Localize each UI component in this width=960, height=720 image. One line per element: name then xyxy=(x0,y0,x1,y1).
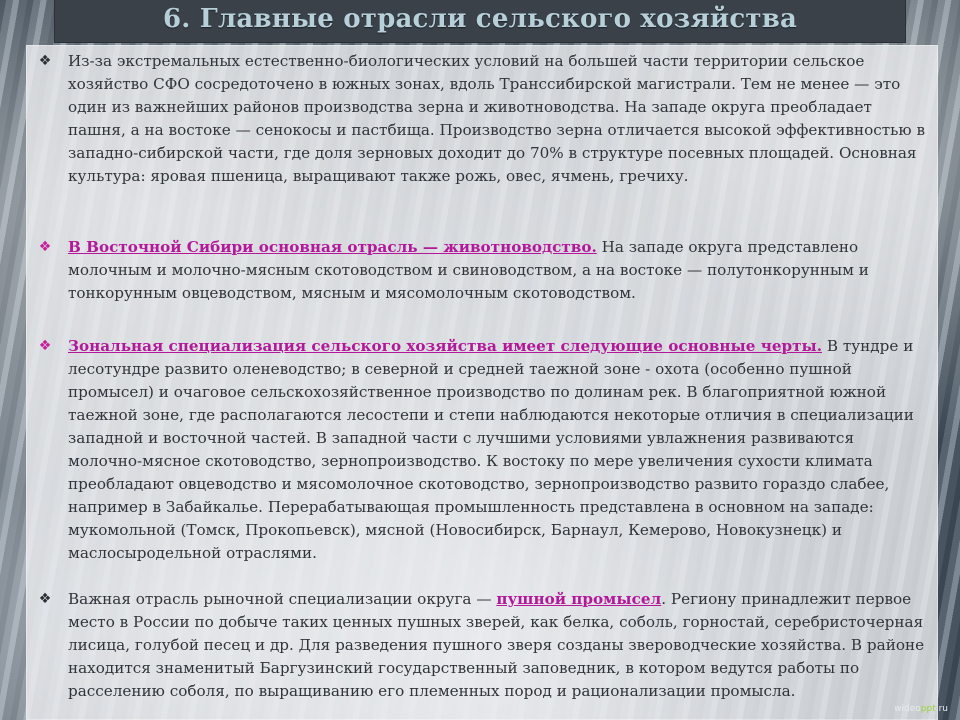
diamond-bullet-icon: ❖ xyxy=(38,591,52,607)
paragraph-1 xyxy=(38,50,930,188)
highlight-link[interactable]: пушной промысел xyxy=(496,590,662,608)
paragraph-3 xyxy=(38,335,930,565)
paragraph-text: . Региону принадлежит первое место в России по добыче таких ценных пушных зверей, как белка, соболь, горностай, серебристочерная лисица, голубой песец и др. Для разведения пушного зверя созданы звероводческие хозяйства. В районе находится знаменитый Баргузинский государственный заповедник, в котором ведутся работы по расселению соболя, по выращиванию его племенных пород и рационализации промысла. xyxy=(68,590,925,700)
watermark: wideoppt.ru xyxy=(894,704,948,714)
paragraph-4 xyxy=(38,588,930,703)
paragraph-text: В тундре и лесотундре развито оленеводство; в северной и средней таежной зоне - охота (особенно пушной промысел) и очаговое сельскохозяйственное производство по долинам рек. В благоприятной южной таежной зоне, где располагаются лесостепи и степи наблюдаются некоторые отличия в специализации западной и восточной частей. В западной части с лучшими условиями увлажнения развиваются молочно-мясное скотоводство, зернопроизводство. К востоку по мере увеличения сухости климата преобладают овцеводство и мясомолочное скотоводство, зернопроизводство развито гораздо слабее, например в Забайкалье. Перерабатывающая промышленность представлена в основном на западе: мукомольной (Томск, Прокопьевск), мясной (Новосибирск, Барнаул, Кемерово, Новокузнецк) и маслосыродельной отраслями. xyxy=(68,337,914,562)
content-panel xyxy=(26,45,938,720)
paragraph-prefix: Важная отрасль рыночной специализации округа — xyxy=(68,590,497,608)
paragraph-text: На западе округа представлено молочным и молочно-мясным скотоводством и свиноводством, а на востоке — полутонкорунным и тонкорунным овцеводством, мясным и мясомолочным скотоводством. xyxy=(68,238,869,302)
slide-title: 6. Главные отрасли сельского хозяйства xyxy=(162,4,798,34)
highlight-link[interactable]: В Восточной Сибири основная отрасль — животноводство. xyxy=(68,238,597,256)
paragraph-2 xyxy=(38,236,930,305)
title-bar xyxy=(55,0,905,42)
highlight-link[interactable]: Зональная специализация сельского хозяйства имеет следующие основные черты. xyxy=(68,337,823,355)
diamond-bullet-icon: ❖ xyxy=(38,53,52,69)
diamond-bullet-icon: ❖ xyxy=(38,239,52,255)
paragraph-text: Из-за экстремальных естественно-биологических условий на большей части территории сельское хозяйство СФО сосредоточено в южных зонах, вдоль Транссибирской магистрали. Тем не менее — это один из важнейших районов производства зерна и животноводства. На западе округа преобладает пашня, а на востоке — сенокосы и пастбища. Производство зерна отличается высокой эффективностью в западно-сибирской части, где доля зерновых доходит до 70% в структуре посевных площадей. Основная культура: яровая пшеница, выращивают также рожь, овес, ячмень, гречиху. xyxy=(68,52,926,185)
diamond-bullet-icon: ❖ xyxy=(38,338,52,354)
